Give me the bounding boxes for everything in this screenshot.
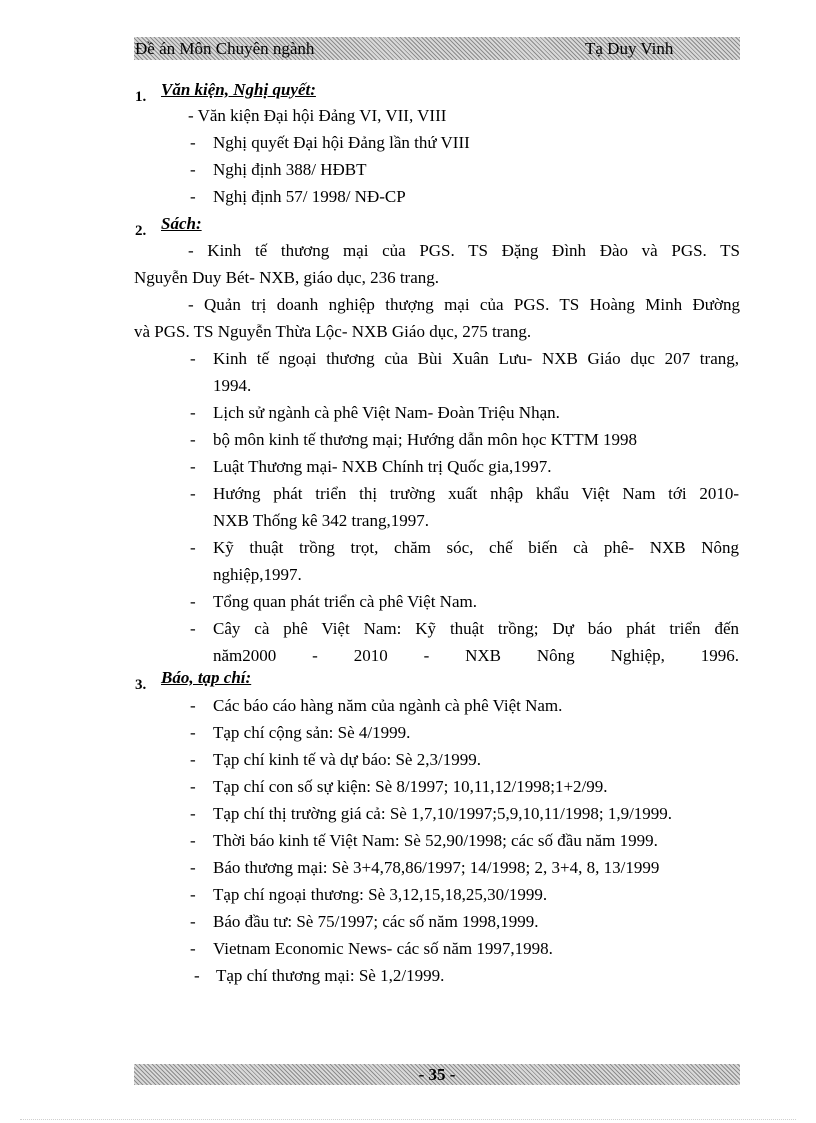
list-bullet: - <box>190 457 196 476</box>
page-header <box>134 37 740 60</box>
list-item: Luật Thương mại- NXB Chính trị Quốc gia,1997. <box>213 457 552 476</box>
list-bullet: - <box>190 430 196 449</box>
section-number: 2. <box>135 223 147 239</box>
list-item: Các báo cáo hàng năm của ngành cà phê Việt Nam. <box>213 696 563 715</box>
page-number: - 35 - <box>418 1065 456 1084</box>
list-item: Tạp chí cộng sản: Sè 4/1999. <box>213 723 411 742</box>
list-bullet: - <box>190 187 196 206</box>
paragraph-line: - Quản trị doanh nghiệp thượng mại của PGS. TS Hoàng Minh Đường <box>188 295 740 314</box>
list-bullet: - <box>190 619 196 638</box>
list-item: Thời báo kinh tế Việt Nam: Sè 52,90/1998; các số đầu năm 1999. <box>213 831 658 850</box>
list-item: Vietnam Economic News- các số năm 1997,1998. <box>213 939 553 958</box>
list-item: Lịch sử ngành cà phê Việt Nam- Đoàn Triệu Nhạn. <box>213 403 560 422</box>
section-number: 3. <box>135 677 147 693</box>
list-bullet: - <box>190 538 196 557</box>
section-title: Báo, tạp chí: <box>161 668 252 687</box>
list-item-continuation: 1994. <box>213 376 252 395</box>
list-bullet: - <box>190 804 196 823</box>
list-item: Báo đầu tư: Sè 75/1997; các số năm 1998,1999. <box>213 912 539 931</box>
list-item: Kỹ thuật trồng trọt, chăm sóc, chế biến cà phê- NXB Nông <box>213 538 739 557</box>
paragraph-line: và PGS. TS Nguyễn Thừa Lộc- NXB Giáo dục, 275 trang. <box>134 322 532 341</box>
list-item: Tạp chí ngoại thương: Sè 3,12,15,18,25,30/1999. <box>213 885 548 904</box>
list-item: Hướng phát triển thị trường xuất nhập khẩu Việt Nam tới 2010- <box>213 484 739 503</box>
list-bullet: - <box>190 858 196 877</box>
header-course-title: Đề án Môn Chuyên ngành <box>135 39 315 58</box>
list-item: Nghị định 57/ 1998/ NĐ-CP <box>213 187 406 206</box>
section-title: Văn kiện, Nghị quyết: <box>161 80 316 99</box>
list-bullet: - <box>190 912 196 931</box>
list-item: Nghị quyết Đại hội Đảng lần thứ VIII <box>213 133 470 152</box>
list-bullet: - <box>190 723 196 742</box>
paragraph-line: Nguyễn Duy Bét- NXB, giáo dục, 236 trang. <box>134 268 440 287</box>
list-bullet: - <box>190 403 196 422</box>
list-bullet: - <box>190 831 196 850</box>
list-item: Tạp chí thương mại: Sè 1,2/1999. <box>216 966 445 985</box>
list-bullet: - <box>190 696 196 715</box>
list-item-continuation: nghiệp,1997. <box>213 565 302 584</box>
list-item: Nghị định 388/ HĐBT <box>213 160 367 179</box>
list-bullet: - <box>190 160 196 179</box>
list-bullet: - <box>190 484 196 503</box>
list-bullet: - <box>190 885 196 904</box>
section-number: 1. <box>135 89 147 105</box>
list-item-continuation: NXB Thống kê 342 trang,1997. <box>213 511 429 530</box>
list-bullet: - <box>190 750 196 769</box>
list-bullet: - <box>190 133 196 152</box>
page-bottom-divider <box>20 1119 796 1120</box>
section-title: Sách: <box>161 214 202 233</box>
list-bullet: - <box>190 939 196 958</box>
list-item: Cây cà phê Việt Nam: Kỹ thuật trồng; Dự báo phát triển đến <box>213 619 739 638</box>
list-item: Tạp chí con số sự kiện: Sè 8/1997; 10,11,12/1998;1+2/99. <box>213 777 608 796</box>
page-footer <box>134 1064 740 1085</box>
list-item: Tạp chí thị trường giá cả: Sè 1,7,10/1997;5,9,10,11/1998; 1,9/1999. <box>213 804 673 823</box>
header-author: Tạ Duy Vinh <box>585 39 674 58</box>
list-bullet: - <box>190 777 196 796</box>
list-bullet: - <box>194 966 200 985</box>
list-bullet: - <box>190 592 196 611</box>
list-bullet: - <box>190 349 196 368</box>
list-item: Tạp chí kinh tế và dự báo: Sè 2,3/1999. <box>213 750 481 769</box>
list-item: Tổng quan phát triển cà phê Việt Nam. <box>213 592 477 611</box>
list-item: - Văn kiện Đại hội Đảng VI, VII, VIII <box>188 106 447 125</box>
list-item: Kinh tế ngoại thương của Bùi Xuân Lưu- NXB Giáo dục 207 trang, <box>213 349 739 368</box>
paragraph-line: - Kinh tế thương mại của PGS. TS Đặng Đình Đào và PGS. TS <box>188 241 740 260</box>
list-item: Báo thương mại: Sè 3+4,78,86/1997; 14/1998; 2, 3+4, 8, 13/1999 <box>213 858 660 877</box>
list-item-continuation: năm2000 - 2010 - NXB Nông Nghiệp, 1996. <box>213 646 739 665</box>
list-item: bộ môn kinh tế thương mại; Hướng dẫn môn học KTTM 1998 <box>213 430 638 449</box>
